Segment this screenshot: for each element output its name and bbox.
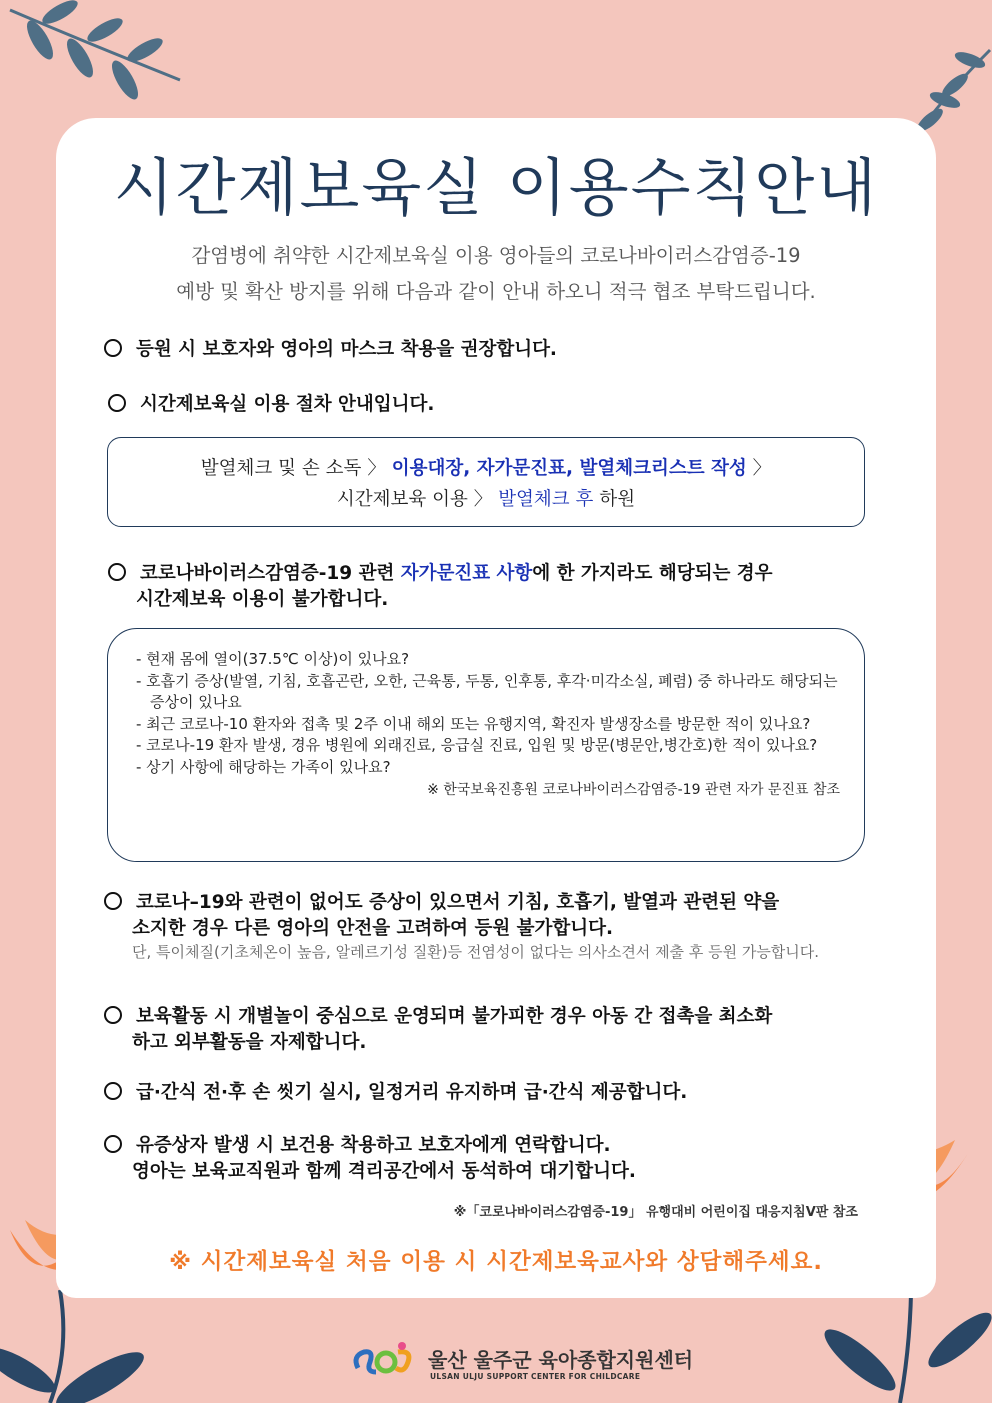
rule-activity: 보육활동 시 개별놀이 중심으로 운영되며 불가피한 경우 아동 간 접촉을 최소화 하고 외부활동을 자제합니다. <box>104 1004 884 1056</box>
arrow-icon: 〉 <box>752 458 772 479</box>
intro-line-2: 예방 및 확산 방지를 위해 다음과 같이 안내 하오니 적극 협조 부탁드립니다. <box>176 280 816 303</box>
rule-meal: 급·간식 전·후 손 씻기 실시, 일정거리 유지하며 급·간식 제공합니다. <box>104 1080 884 1106</box>
question-item: - 상기 사항에 해당하는 가족이 있나요? <box>136 757 391 776</box>
circle-bullet-icon <box>108 394 126 412</box>
rule-procedure: 시간제보육실 이용 절차 안내입니다. <box>108 392 888 418</box>
circle-bullet-icon <box>104 339 122 357</box>
footer-org-name: 울산 울주군 육아종합지원센터 <box>428 1348 694 1372</box>
question-item: - 호흡기 증상(발열, 기침, 호흡곤란, 오한, 근육통, 두통, 인후통, 후각·미각소실, 폐렴) 중 하나라도 해당되는 증상이 있나요 <box>136 671 838 711</box>
step-fever-check: 발열체크 및 손 소독 <box>200 458 362 479</box>
question-item: - 코로나-19 환자 발생, 경유 병원에 외래진료, 응급실 진료, 입원 및 방문(병문안,병간호)한 적이 있나요? <box>136 736 818 754</box>
question-item: - 현재 몸에 열이(37.5℃ 이상)이 있나요? <box>136 650 410 668</box>
arrow-icon: 〉 <box>473 489 493 510</box>
step-use: 시간제보육 이용 <box>336 489 468 510</box>
rule-self-check: 코로나바이러스감염증-19 관련 자가문진표 사항에 한 가지라도 해당되는 경우 시간제보육 이용이 불가합니다. <box>108 561 888 613</box>
rule-symptoms: 코로나–19와 관련이 없어도 증상이 있으면서 기침, 호흡기, 발열과 관련된 약을 소지한 경우 다른 영아의 안전을 고려하여 등원 불가합니다. <box>104 890 884 942</box>
circle-bullet-icon <box>104 892 122 910</box>
circle-bullet-icon <box>108 563 126 581</box>
question-item: - 최근 코로나-10 환자와 접촉 및 2주 이내 해외 또는 유행지역, 확진자 발생장소를 방문한 적이 있나요? <box>136 714 811 733</box>
questionnaire-box <box>107 628 865 862</box>
intro-text <box>0 238 992 310</box>
step-fever-recheck: 발열체크 후 <box>498 489 594 510</box>
final-notice: ※ 시간제보육실 처음 이용 시 시간제보육교사와 상담해주세요. <box>169 1249 823 1275</box>
rule-mask: 등원 시 보호자와 영아의 마스크 착용을 권장합니다. <box>104 337 884 363</box>
step-leave: 하원 <box>599 489 636 510</box>
footer-org-name-en: ULSAN ULJU SUPPORT CENTER FOR CHILDCARE <box>430 1372 641 1381</box>
circle-bullet-icon <box>104 1006 122 1024</box>
page-title: 시간제보육실 이용수칙안내 <box>113 151 879 224</box>
leaf-branch-top-left-icon <box>0 0 200 120</box>
questionnaire-reference: ※ 한국보육진흥원 코로나바이러스감염증-19 관련 자가 문진표 참조 <box>427 782 840 798</box>
step-registration: 이용대장, 자가문진표, 발열체크리스트 작성 <box>391 458 747 479</box>
symptom-exception-note: 단, 특이체질(기초체온이 높음, 알레르기성 질환)등 전염성이 없다는 의사소견서 제출 후 등원 가능합니다. <box>132 943 820 961</box>
circle-bullet-icon <box>104 1082 122 1100</box>
rule-sick: 유증상자 발생 시 보건용 착용하고 보호자에게 연락합니다. 영아는 보육교직원과 함께 격리공간에서 동석하여 대기합니다. <box>104 1133 884 1185</box>
guideline-reference: ※「코로나바이러스감염증-19」 유행대비 어린이집 대응지침Ⅴ판 참조 <box>453 1205 858 1220</box>
procedure-box <box>107 437 865 527</box>
center-logo-icon <box>352 1338 414 1384</box>
arrow-icon: 〉 <box>367 458 386 479</box>
intro-line-1: 감염병에 취약한 시간제보육실 이용 영아들의 코로나바이러스감염증-19 <box>191 244 801 267</box>
circle-bullet-icon <box>104 1135 122 1153</box>
